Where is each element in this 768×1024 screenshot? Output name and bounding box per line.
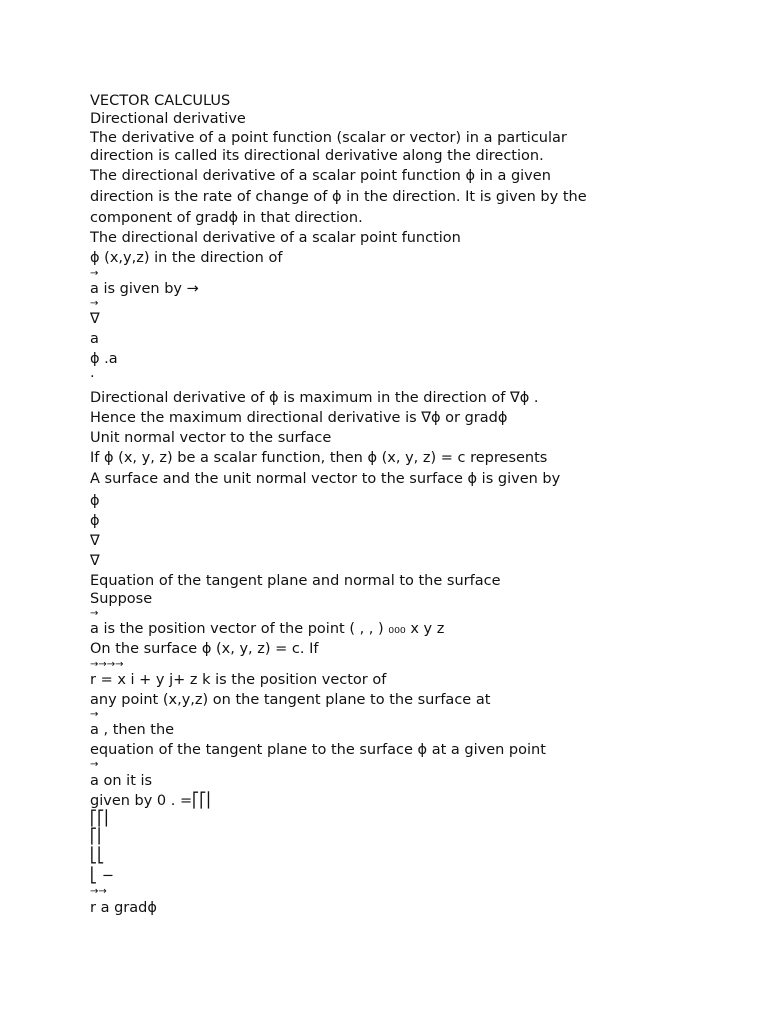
text-line: a on it is xyxy=(90,773,153,789)
section-heading-unit-normal: Unit normal vector to the surface xyxy=(90,430,332,446)
vector-arrow: → xyxy=(90,608,99,619)
text-line: a is given by → xyxy=(90,281,199,297)
text-line: r = x i + y j+ z k is the position vector of xyxy=(90,672,387,688)
vector-arrow: →→ xyxy=(90,886,107,897)
vector-arrow: → xyxy=(90,298,99,309)
text-line: direction is the rate of change of ϕ in the direction. It is given by the xyxy=(90,189,587,205)
formula-fragment: r a gradϕ xyxy=(90,900,157,916)
text-line: direction is called its directional derivative along the direction. xyxy=(90,148,544,164)
text-line: a , then the xyxy=(90,722,175,738)
formula-fragment: ∇ xyxy=(90,533,100,549)
formula-fragment: ⎡⎢ xyxy=(90,829,105,845)
formula-fragment: given by 0 . =⎡⎡⎢ xyxy=(90,793,214,809)
formula-fragment: ϕ xyxy=(90,493,100,509)
formula-fragment: ⎣ − xyxy=(90,868,115,884)
text-line: any point (x,y,z) on the tangent plane to the surface at xyxy=(90,692,491,708)
vector-arrow: → xyxy=(90,268,99,279)
text-line: equation of the tangent plane to the surface ϕ at a given point xyxy=(90,742,546,758)
section-heading-tangent-plane: Equation of the tangent plane and normal to the surface xyxy=(90,573,501,589)
text-line: Hence the maximum directional derivative is ∇ϕ or gradϕ xyxy=(90,410,508,426)
vector-arrow: → xyxy=(90,759,99,770)
vector-arrow: → xyxy=(90,709,99,720)
text-line: A surface and the unit normal vector to the surface ϕ is given by xyxy=(90,471,561,487)
text-line: Directional derivative of ϕ is maximum in the direction of ∇ϕ . xyxy=(90,390,539,406)
vector-arrow: →→→→ xyxy=(90,659,124,670)
section-heading-directional-derivative: Directional derivative xyxy=(90,111,246,127)
formula-fragment: ⎣⎣ xyxy=(90,848,105,864)
formula-fragment: a xyxy=(90,331,99,347)
formula-fragment: ⎡⎡⎢ xyxy=(90,811,112,827)
formula-fragment: ϕ .a xyxy=(90,351,118,367)
formula-fragment: ϕ xyxy=(90,513,100,529)
text-line: component of gradϕ in that direction. xyxy=(90,210,363,226)
formula-fragment: · xyxy=(90,369,95,385)
text-line: The directional derivative of a scalar point function ϕ in a given xyxy=(90,168,551,184)
text-line: The derivative of a point function (scalar or vector) in a particular xyxy=(90,130,567,146)
formula-fragment: ∇ xyxy=(90,311,100,327)
text-line: If ϕ (x, y, z) be a scalar function, then ϕ (x, y, z) = c represents xyxy=(90,450,548,466)
text-line: On the surface ϕ (x, y, z) = c. If xyxy=(90,641,319,657)
text-line: Suppose xyxy=(90,591,153,607)
text-line: The directional derivative of a scalar point function xyxy=(90,230,461,246)
document-title: VECTOR CALCULUS xyxy=(90,93,231,109)
text-line: ϕ (x,y,z) in the direction of xyxy=(90,250,283,266)
text-line: a is the position vector of the point ( , , ) ₀₀₀ x y z xyxy=(90,621,445,637)
formula-fragment: ∇ xyxy=(90,553,100,569)
